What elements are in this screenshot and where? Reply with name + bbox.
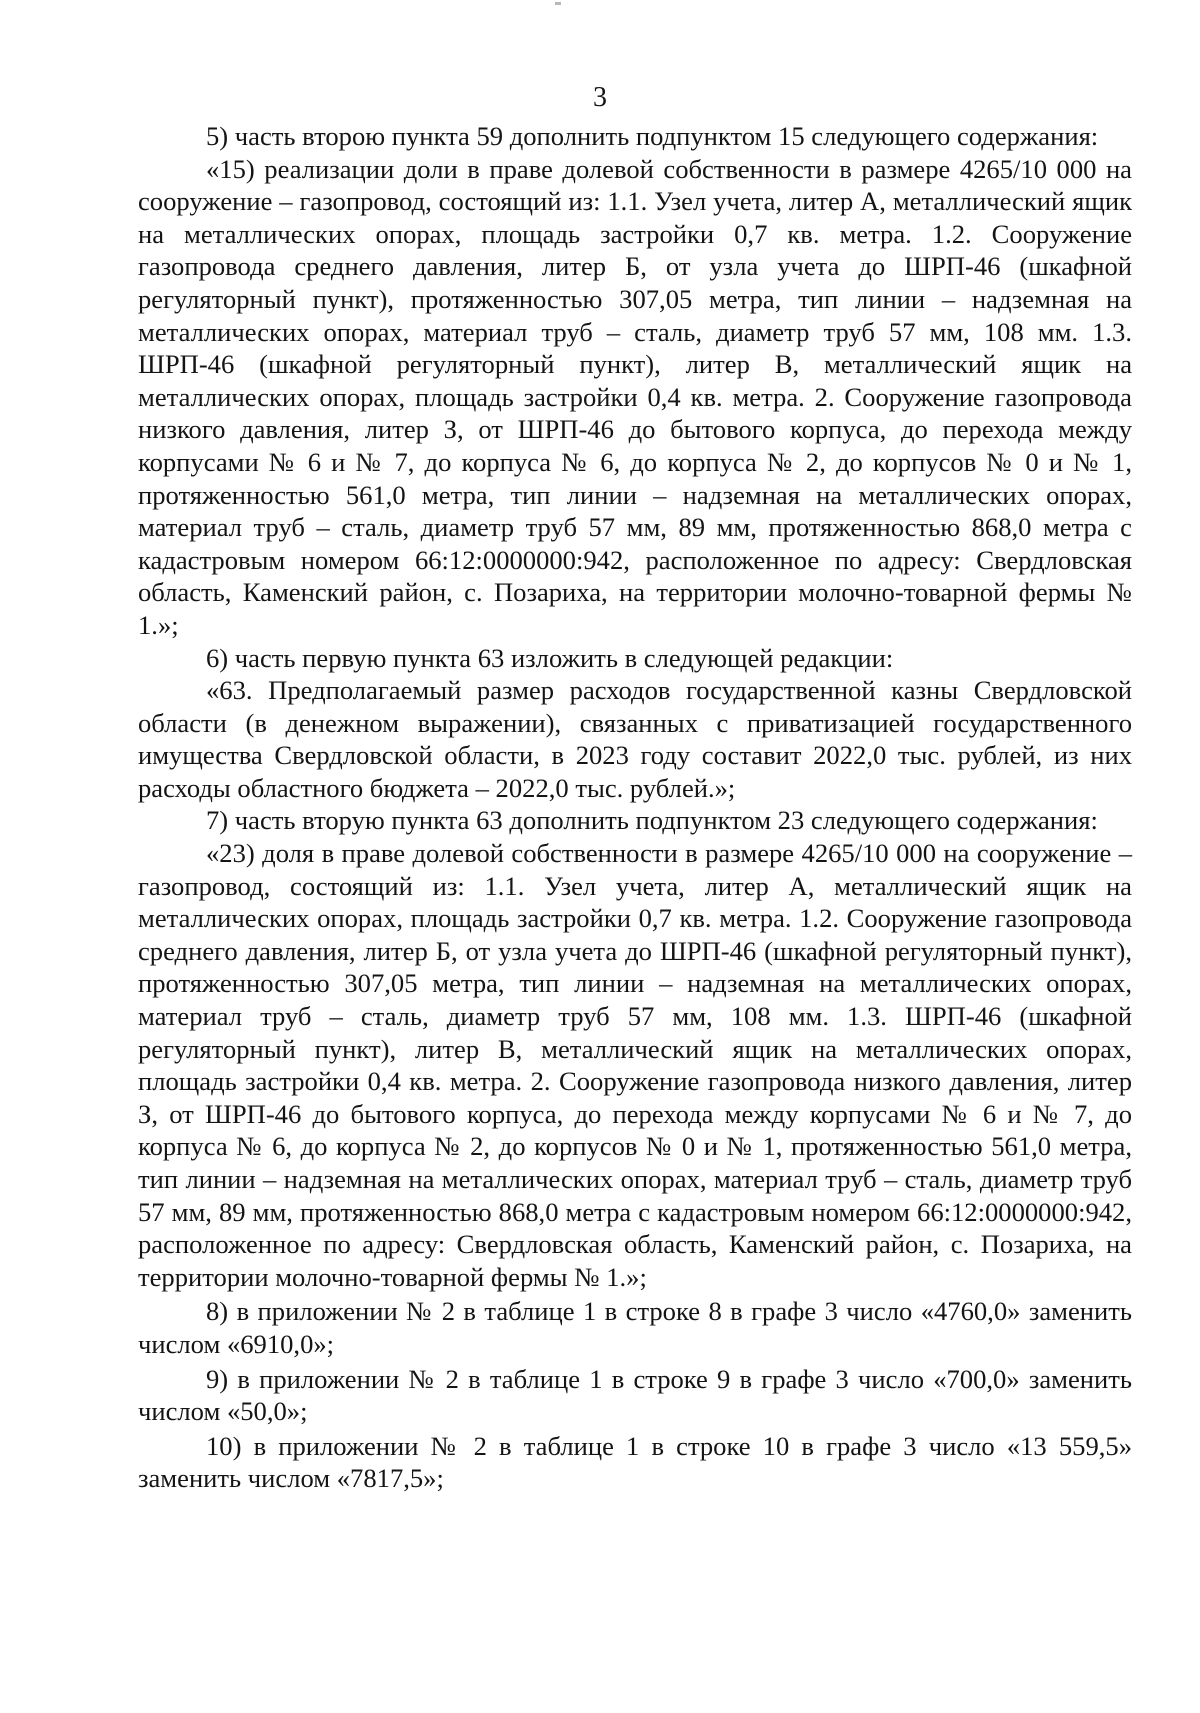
paragraph-quote-subitem-23: «23) доля в праве долевой собственности в размере 4265/10 000 на сооружение – газопровод, состоящий из: 1.1. Узел учета, литер А, металлический ящик на металлических опорах, площадь застройки 0,7 кв. метра. 1.2. Сооружение газопровода среднего давления, литер Б, от узла учета до ШРП-46 (шкафной регуляторный пункт), протяженностью 307,05 метра, тип линии – надземная на металлических опорах, материал труб – сталь, диаметр труб 57 мм, 108 мм. 1.3. ШРП-46 (шкафной регуляторный пункт), литер В, металлический ящик на металлических опорах, площадь застройки 0,4 кв. метра. 2. Сооружение газопровода низкого давления, литер З, от ШРП-46 до бытового корпуса, до перехода между корпусами № 6 и № 7, до корпуса № 6, до корпуса № 2, до корпусов № 0 и № 1, протяженностью 561,0 метра, тип линии – надземная на металлических опорах, материал труб – сталь, диаметр труб 57 мм, 89 мм, протяженностью 868,0 метра с кадастровым номером 66:12:0000000:942, расположенное по адресу: Свердловская область, Каменский район, с. Позариха, на территории молочно-товарной фермы № 1.»;	[138, 838, 1132, 1292]
page-number: 3	[593, 82, 607, 113]
paragraph-item-9: 9) в приложении № 2 в таблице 1 в строке 9 в графе 3 число «700,0» заменить числом «50,0»;	[138, 1363, 1132, 1427]
paragraph-item-6: 6) часть первую пункта 63 изложить в следующей редакции:	[206, 642, 894, 673]
paragraph-item-5: 5) часть второю пункта 59 дополнить подпунктом 15 следующего содержания:	[206, 121, 1099, 151]
paragraph-item-8: 8) в приложении № 2 в таблице 1 в строке 8 в графе 3 число «4760,0» заменить числом «6910,0»;	[138, 1296, 1132, 1359]
document-body	[138, 120, 1132, 1495]
paragraph-quote-subitem-15: «15) реализации доли в праве долевой собственности в размере 4265/10 000 на сооружение – газопровод, состоящий из: 1.1. Узел учета, литер А, металлический ящик на металлических опорах, площадь застройки 0,7 кв. метра. 1.2. Сооружение газопровода среднего давления, литер Б, от узла учета до ШРП-46 (шкафной регуляторный пункт), протяженностью 307,05 метра, тип линии – надземная на металлических опорах, материал труб – сталь, диаметр труб 57 мм, 108 мм. 1.3. ШРП-46 (шкафной регуляторный пункт), литер В, металлический ящик на металлических опорах, площадь застройки 0,4 кв. метра. 2. Сооружение газопровода низкого давления, литер З, от ШРП-46 до бытового корпуса, до перехода между корпусами № 6 и № 7, до корпуса № 6, до корпуса № 2, до корпусов № 0 и № 1, протяженностью 561,0 метра, тип линии – надземная на металлических опорах, материал труб – сталь, диаметр труб 57 мм, 89 мм, протяженностью 868,0 метра с кадастровым номером 66:12:0000000:942, расположенное по адресу: Свердловская область, Каменский район, с. Позариха, на территории молочно-товарной фермы № 1.»;	[138, 153, 1132, 640]
paragraph-item-10: 10) в приложении № 2 в таблице 1 в строке 10 в графе 3 число «13 559,5» заменить числом «7817,5»;	[138, 1430, 1132, 1494]
scan-artifact-mark	[555, 2, 561, 5]
paragraph-item-7: 7) часть вторую пункта 63 дополнить подпунктом 23 следующего содержания:	[206, 805, 1098, 836]
paragraph-quote-item-63: «63. Предполагаемый размер расходов государственной казны Свердловской области (в денежном выражении), связанных с приватизацией государственного имущества Свердловской области, в 2023 году составит 2022,0 тыс. рублей, из них расходы областного бюджета – 2022,0 тыс. рублей.»;	[138, 675, 1132, 803]
